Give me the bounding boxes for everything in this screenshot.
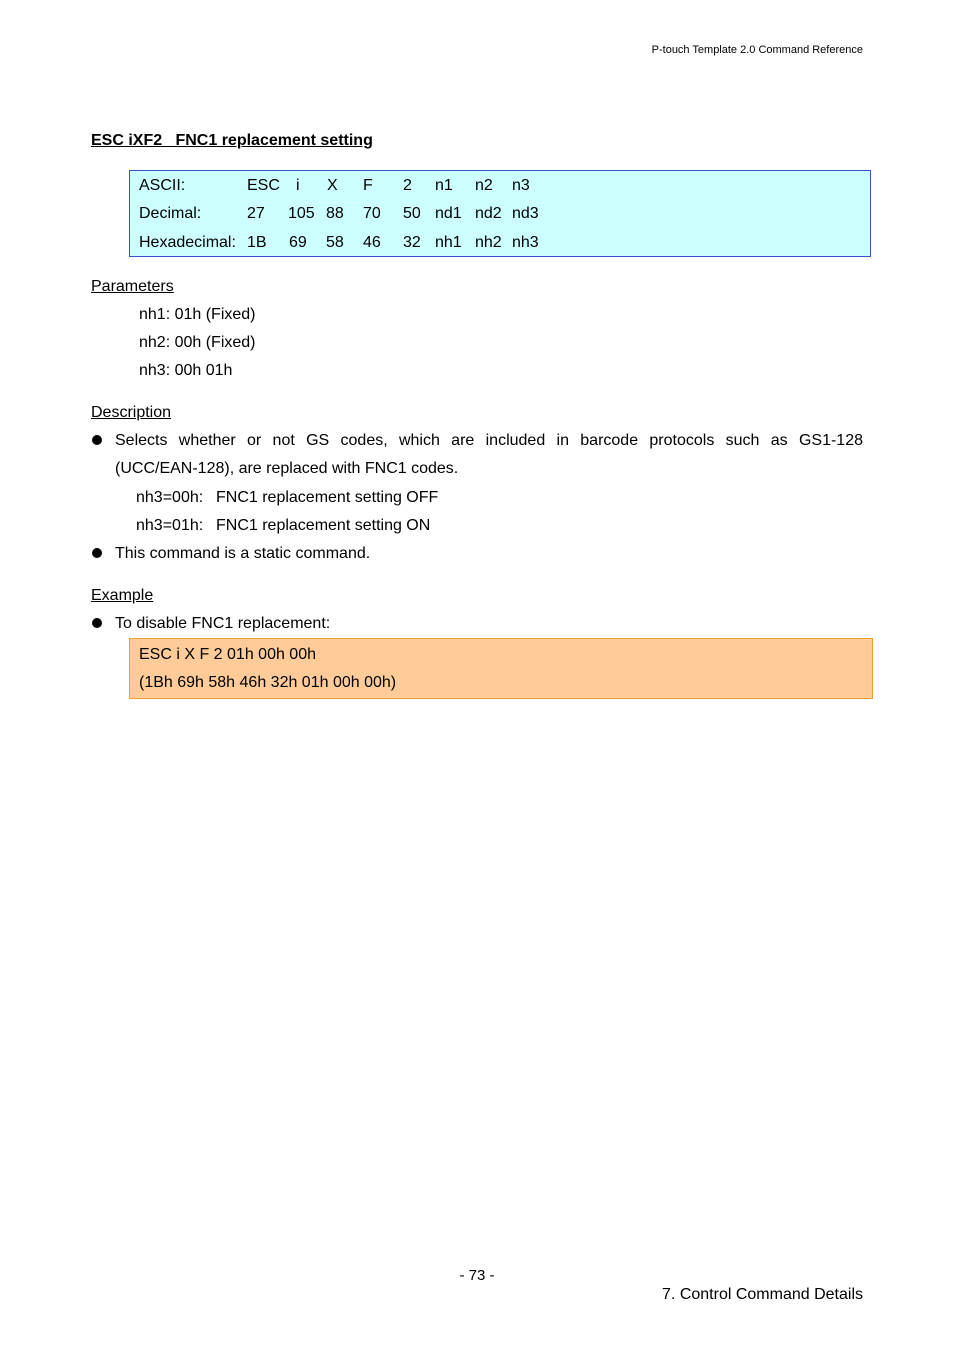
command-title: ESC iXF2 FNC1 replacement setting	[91, 132, 373, 149]
cell: nh3	[512, 234, 539, 251]
cell: ESC	[247, 177, 280, 194]
cell: 69	[289, 234, 307, 251]
cell: nd3	[512, 205, 539, 222]
setting-value: FNC1 replacement setting OFF	[216, 489, 439, 506]
footer-section: 7. Control Command Details	[662, 1286, 863, 1303]
command-table	[129, 170, 871, 257]
cell: X	[327, 177, 338, 194]
cell: 50	[403, 205, 421, 222]
cell: nd1	[435, 205, 462, 222]
parameter-item: nh2: 00h (Fixed)	[139, 334, 256, 351]
description-text: (UCC/EAN-128), are replaced with FNC1 codes.	[115, 460, 459, 477]
bullet-dot	[92, 618, 102, 628]
cell: nh2	[475, 234, 502, 251]
example-code-line: ESC i X F 2 01h 00h 00h	[139, 646, 316, 663]
example-heading: Example	[91, 587, 154, 604]
cell: nh1	[435, 234, 462, 251]
page-number: - 73 -	[459, 1267, 495, 1284]
cell: 105	[288, 205, 315, 222]
cell: 46	[363, 234, 381, 251]
cell: n1	[435, 177, 453, 194]
cell: i	[296, 177, 300, 194]
cell: 2	[403, 177, 412, 194]
setting-value: FNC1 replacement setting ON	[216, 517, 431, 534]
cell: n2	[475, 177, 493, 194]
row-label: Decimal:	[139, 205, 202, 222]
cell: 70	[363, 205, 381, 222]
cell: 1B	[247, 234, 267, 251]
example-code-box	[129, 638, 873, 699]
cell: 32	[403, 234, 421, 251]
example-text: To disable FNC1 replacement:	[115, 615, 331, 632]
setting-key: nh3=01h:	[136, 517, 204, 534]
description-heading: Description	[91, 404, 172, 421]
bullet-dot	[92, 548, 102, 558]
bullet-dot	[92, 435, 102, 445]
cell: 58	[326, 234, 344, 251]
page-header: P-touch Template 2.0 Command Reference	[651, 44, 863, 56]
example-code-line: (1Bh 69h 58h 46h 32h 01h 00h 00h)	[139, 674, 397, 691]
cell: nd2	[475, 205, 502, 222]
parameter-item: nh3: 00h 01h	[139, 362, 233, 379]
cell: n3	[512, 177, 530, 194]
row-label: Hexadecimal:	[139, 234, 236, 251]
cell: 88	[326, 205, 344, 222]
cell: 27	[247, 205, 265, 222]
setting-key: nh3=00h:	[136, 489, 204, 506]
description-text: Selects whether or not GS codes, which are included in barcode protocols such as GS1-128	[115, 432, 863, 449]
parameters-heading: Parameters	[91, 278, 174, 295]
row-label: ASCII:	[139, 177, 186, 194]
description-text: This command is a static command.	[115, 545, 371, 562]
parameter-item: nh1: 01h (Fixed)	[139, 306, 256, 323]
cell: F	[363, 177, 373, 194]
